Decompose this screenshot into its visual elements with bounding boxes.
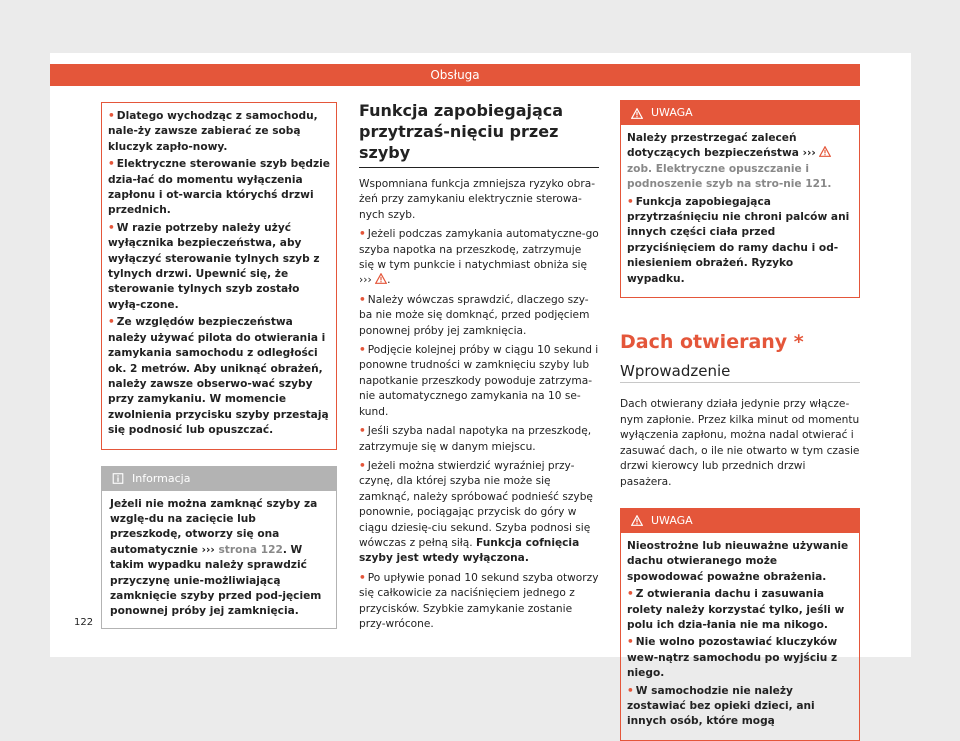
list-item: • Ze względów bezpieczeństwa należy używać pilota do otwierania i zamykania samochodu z odległości ok. 2 metrów. Aby uniknąć obrażeń, należy zawsze obserwo-wać szyby przy zamykaniu. W momencie zwolnienia przycisku szyby przestają się podnosić lub opuszczać. xyxy=(108,316,329,437)
bullet-icon: • xyxy=(627,636,634,649)
bullet-icon: • xyxy=(359,228,366,241)
list-item: • Elektryczne sterowanie szyb będzie dzia-łać do momentu wyłączenia zapłonu i ot-warcia którychś drzwi przednich. xyxy=(108,158,330,217)
warning-box-header xyxy=(621,509,859,533)
warning-triangle-icon xyxy=(631,515,643,526)
warning-triangle-icon xyxy=(819,146,831,157)
warning-box-continued xyxy=(101,102,337,450)
warning-box-body: Nieostrożne lub nieuważne używanie dachu otwieranego może spowodować poważne obrażenia. • Z otwierania dachu i zasuwania rolety należy korzystać tylko, jeśli w polu ich dzia-łania nie ma nikogo. • Nie wolno pozostawiać kluczyków wew-nątrz samochodu po wyjściu z niego. • W samochodzie nie należy zostawiać bez opieki dzieci, ani innych osób, które mogą xyxy=(621,533,859,740)
bullet-icon: • xyxy=(108,158,115,171)
list-item: • W razie potrzeby należy użyć wyłącznika bezpieczeństwa, aby wyłączyć sterowanie tylnych szyb z tylnych drzwi. Upewnić się, że sterowanie tylnych szyb zostało wyłą-czone. xyxy=(108,221,320,311)
page-number: 122 xyxy=(74,617,94,628)
page-reference-link[interactable]: strona 122 xyxy=(218,543,283,556)
list-item: • Należy wówczas sprawdzić, dlaczego szy-ba nie może się domknąć, przed podjęciem ponownej próby jej zamknięcia. xyxy=(359,293,590,337)
info-icon xyxy=(112,473,124,484)
info-box-title: Informacja xyxy=(132,471,191,485)
list-item: • Z otwierania dachu i zasuwania rolety należy korzystać tylko, jeśli w polu ich dzia-łania nie ma nikogo. xyxy=(627,588,845,631)
list-item: • Funkcja zapobiegająca przytrzaśnięciu nie chroni palców ani innych części ciała przed przyciśnięciem do ramy dachu i od-niesieniem obrażeń. Ryzyko wypadku. xyxy=(627,195,850,285)
subsection-title: Wprowadzenie xyxy=(620,364,860,383)
list-item: • W samochodzie nie należy zostawiać bez opieki dzieci, ani innych osób, które mogą xyxy=(627,684,815,728)
list-item: • Po upływie ponad 10 sekund szyba otworzy się całkowicie za naciśnięciem jednego z przycisków. Szybkie zamykanie zostanie przy-wrócone. xyxy=(359,571,599,630)
warning-box xyxy=(620,100,860,298)
info-box-body: Jeżeli nie można zamknąć szyby za wzglę-du na zacięcie lub przeszkodę, otworzy się ona automatycznie ››› strona 122. W takim wypadku należy sprawdzić przyczynę unie-możliwiającą zamknięcie szyby przed pod-jęciem ponownej próby jej zamknięcia. xyxy=(110,497,322,618)
bullet-icon: • xyxy=(108,316,115,329)
list-item: • Jeśli szyba nadal napotyka na przeszkodę, zatrzymuje się w danym miejscu. xyxy=(359,425,592,453)
bullet-icon: • xyxy=(359,293,366,306)
intro-paragraph: Dach otwierany działa jedynie przy włącze-nym zapłonie. Przez kilka minut od momentu wyłączenia zapłonu, można nadal otwierać i zasuwać dach, o ile nie otwarto w tym czasie drzwi kierowcy lub przednich drzwi pasażera. xyxy=(620,398,860,488)
right-column xyxy=(620,100,860,741)
cross-reference-link[interactable]: zob. Elektryczne opuszczanie i podnoszenie szyb na stro-nie 121. xyxy=(627,162,832,191)
bullet-icon: • xyxy=(627,588,634,601)
list-item: • Podjęcie kolejnej próby w ciągu 10 sekund i ponowne trudności w zamknięciu szyby lub napotkanie przeszkody powoduje zatrzyma-nie automatycznego zamykania na 10 se-kund. xyxy=(359,344,599,418)
list-item: • Nie wolno pozostawiać kluczyków wew-nątrz samochodu po wyjściu z niego. xyxy=(627,636,838,680)
bullet-icon: • xyxy=(359,459,366,472)
warning-triangle-icon[interactable] xyxy=(375,273,387,284)
bullet-icon: • xyxy=(108,221,115,234)
list-item: • Jeżeli można stwierdzić wyraźniej przy-czynę, dla której szyba nie może się zamknąć, należy spróbować podnieść szybę ponownie, pociągając przycisk do góry w ciągu dziesię-ciu sekund. Szyba podnosi się wówczas z pełną siłą. Funkcja cofnięcia szyby jest wtedy wyłączona. xyxy=(359,459,593,565)
warning-triangle-icon xyxy=(631,108,643,119)
bullet-icon: • xyxy=(627,195,634,208)
warning-box xyxy=(620,508,860,741)
section-title: Dach otwierany * xyxy=(620,331,804,354)
bullet-icon: • xyxy=(359,425,366,438)
list-item: • Jeżeli podczas zamykania automatyczne-go szyba napotka na przeszkodę, zatrzymuje się w tym punkcie i natychmiast obniża się ››› . xyxy=(359,228,599,287)
chapter-header: Obsługa xyxy=(50,64,860,86)
bullet-icon: • xyxy=(359,571,366,584)
warning-box-header xyxy=(621,101,859,125)
warning-box-title: UWAGA xyxy=(651,106,693,119)
bullet-icon: • xyxy=(108,110,115,122)
bullet-icon: • xyxy=(627,684,634,697)
info-box xyxy=(101,466,337,629)
warning-box-body: Należy przestrzegać zaleceń dotyczących bezpieczeństwa ››› zob. Elektryczne opuszczanie i podnoszenie szyb na stro-nie 121. • Funkcja zapobiegająca przytrzaśnięciu nie chroni palców ani innych części ciała przed przyciśnięciem do ramy dachu i od-niesieniem obrażeń. Ryzyko wypadku. xyxy=(621,125,859,297)
bullet-icon: • xyxy=(359,344,366,357)
section-heading: Funkcja zapobiegająca przytrzaś-nięciu przez szyby xyxy=(359,100,599,168)
middle-column xyxy=(359,100,599,636)
intro-paragraph: Wspomniana funkcja zmniejsza ryzyko obra-żeń przy zamykaniu elektrycznie sterowa-nych szyb. xyxy=(359,178,596,221)
warning-box-body xyxy=(102,103,336,449)
warning-box-title: UWAGA xyxy=(651,513,693,527)
info-box-header xyxy=(102,467,336,491)
list-item: • Dlatego wychodząc z samochodu, nale-żу zawsze zabierać ze sobą kluczyk zapło-nowy. xyxy=(108,110,318,153)
left-column xyxy=(101,102,337,629)
